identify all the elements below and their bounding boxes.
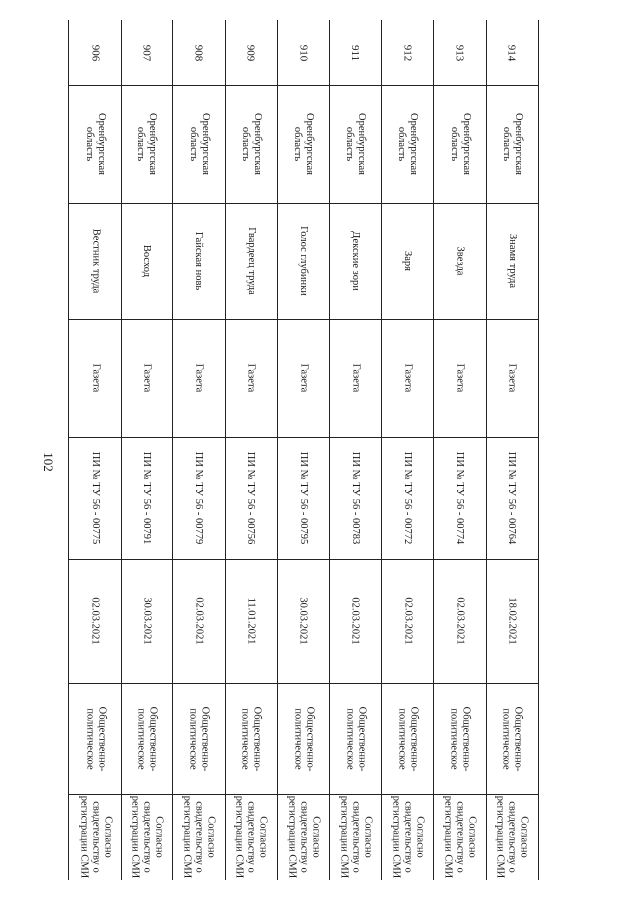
region-cell-text: Оренбургская область [396, 113, 420, 175]
topic-cell [120, 683, 172, 795]
note-cell [381, 794, 433, 880]
media-type-text: Газета [193, 363, 205, 393]
region-cell [433, 85, 485, 204]
registration-number [486, 437, 538, 560]
media-type [120, 319, 172, 438]
record-number-text: 907 [140, 44, 153, 61]
media-type-text: Газета [402, 363, 414, 393]
note-cell [172, 794, 224, 880]
note-cell-text: Согласно свидетельству о регистрации СМИ [494, 795, 530, 879]
registration-date-text: 02.03.2021 [402, 597, 414, 645]
publication-name [120, 203, 172, 320]
region-cell [381, 85, 433, 204]
publication-name [277, 203, 329, 320]
region-cell-text: Оренбургская область [344, 113, 368, 175]
topic-cell-text: Общественно- политическое [344, 706, 368, 771]
registration-number-text: ПИ № ТУ 56 - 00783 [350, 451, 362, 545]
record-number-text: 908 [192, 44, 205, 61]
record-number [381, 20, 433, 86]
registration-number [277, 437, 329, 560]
media-type-text: Газета [245, 363, 257, 393]
registration-number [120, 437, 172, 560]
media-type [69, 319, 121, 438]
note-cell [433, 794, 485, 880]
registration-date [381, 559, 433, 684]
registration-date [433, 559, 485, 684]
record-number [69, 20, 121, 86]
registration-date [120, 559, 172, 684]
note-cell [277, 794, 329, 880]
table-row [486, 20, 539, 880]
publication-name-text: Знамя труда [506, 233, 518, 289]
note-cell [329, 794, 381, 880]
topic-cell [433, 683, 485, 795]
table-row [433, 20, 486, 880]
registration-date-text: 11.01.2021 [245, 597, 257, 645]
topic-cell [329, 683, 381, 795]
note-cell-text: Согласно свидетельству о регистрации СМИ [390, 795, 426, 879]
registration-date [69, 559, 121, 684]
registration-date-text: 30.03.2021 [141, 597, 153, 645]
publication-name-text: Голос глубинки [297, 226, 309, 296]
note-cell [69, 794, 121, 880]
note-cell-text: Согласно свидетельству о регистрации СМИ [78, 795, 114, 879]
region-cell [329, 85, 381, 204]
topic-cell-text: Общественно- политическое [448, 706, 472, 771]
table-row [329, 20, 382, 880]
publication-name-text: Гвардеец труда [245, 227, 257, 295]
topic-cell [486, 683, 538, 795]
registration-number [225, 437, 277, 560]
region-cell-text: Оренбургская область [187, 113, 211, 175]
topic-cell-text: Общественно- политическое [239, 706, 263, 771]
record-number-text: 911 [349, 44, 362, 61]
media-type-text: Газета [454, 363, 466, 393]
media-type [381, 319, 433, 438]
publication-name [69, 203, 121, 320]
publication-name-text: Восход [141, 244, 153, 278]
registration-number [329, 437, 381, 560]
media-type-text: Газета [90, 363, 102, 393]
publication-name [433, 203, 485, 320]
region-cell [172, 85, 224, 204]
media-type [433, 319, 485, 438]
registration-number-text: ПИ № ТУ 56 - 00764 [506, 451, 518, 545]
publication-name-text: Заря [402, 250, 414, 272]
publication-name-text: Декские зори [350, 231, 362, 291]
topic-cell-text: Общественно- политическое [500, 706, 524, 771]
publication-name [172, 203, 224, 320]
region-cell-text: Оренбургская область [239, 113, 263, 175]
note-cell [486, 794, 538, 880]
publication-name [381, 203, 433, 320]
media-type [225, 319, 277, 438]
topic-cell-text: Общественно- политическое [84, 706, 108, 771]
record-number [120, 20, 172, 86]
topic-cell [277, 683, 329, 795]
record-number [225, 20, 277, 86]
publication-name [225, 203, 277, 320]
note-cell-text: Согласно свидетельству о регистрации СМИ [442, 795, 478, 879]
registration-date-text: 18.02.2021 [506, 597, 518, 645]
page-number: 102 [41, 452, 56, 472]
registration-number [433, 437, 485, 560]
topic-cell [69, 683, 121, 795]
record-number-text: 913 [453, 44, 466, 61]
note-cell [120, 794, 172, 880]
publication-name [329, 203, 381, 320]
region-cell-text: Оренбургская область [500, 113, 524, 175]
registration-number-text: ПИ № ТУ 56 - 00756 [245, 451, 257, 545]
topic-cell [172, 683, 224, 795]
record-number [329, 20, 381, 86]
registration-date [277, 559, 329, 684]
table-row [381, 20, 434, 880]
registration-date [329, 559, 381, 684]
media-type-text: Газета [297, 363, 309, 393]
record-number [277, 20, 329, 86]
registration-date-text: 02.03.2021 [454, 597, 466, 645]
table-row [120, 20, 173, 880]
registration-date [172, 559, 224, 684]
registration-date-text: 30.03.2021 [297, 597, 309, 645]
note-cell-text: Согласно свидетельству о регистрации СМИ [338, 795, 374, 879]
registration-number-text: ПИ № ТУ 56 - 00779 [193, 451, 205, 545]
registration-number [381, 437, 433, 560]
record-number-text: 914 [505, 44, 518, 61]
publication-name-text: Вестник труда [90, 228, 102, 294]
publication-name [486, 203, 538, 320]
table-row [172, 20, 225, 880]
table-row [277, 20, 330, 880]
publication-name-text: Звезда [454, 246, 466, 276]
record-number [433, 20, 485, 86]
record-number-text: 906 [89, 44, 102, 61]
media-type-text: Газета [506, 363, 518, 393]
topic-cell-text: Общественно- политическое [291, 706, 315, 771]
topic-cell-text: Общественно- политическое [135, 706, 159, 771]
record-number [172, 20, 224, 86]
region-cell-text: Оренбургская область [135, 113, 159, 175]
registration-number-text: ПИ № ТУ 56 - 00795 [297, 451, 309, 545]
registration-number-text: ПИ № ТУ 56 - 00775 [90, 451, 102, 545]
table-row [68, 20, 122, 880]
topic-cell-text: Общественно- политическое [396, 706, 420, 771]
note-cell [225, 794, 277, 880]
registration-date-text: 02.03.2021 [90, 597, 102, 645]
media-type [172, 319, 224, 438]
note-cell-text: Согласно свидетельству о регистрации СМИ [129, 795, 165, 879]
region-cell [277, 85, 329, 204]
record-number-text: 909 [244, 44, 257, 61]
registration-date [225, 559, 277, 684]
registration-number-text: ПИ № ТУ 56 - 00774 [454, 451, 466, 545]
registration-date-text: 02.03.2021 [350, 597, 362, 645]
media-type [277, 319, 329, 438]
media-registry-table [68, 20, 538, 880]
region-cell-text: Оренбургская область [448, 113, 472, 175]
registration-date-text: 02.03.2021 [193, 597, 205, 645]
topic-cell [225, 683, 277, 795]
registration-number [69, 437, 121, 560]
record-number-text: 910 [296, 44, 309, 61]
media-type [486, 319, 538, 438]
publication-name-text: Гайская новь [193, 231, 205, 291]
registration-number [172, 437, 224, 560]
region-cell [225, 85, 277, 204]
note-cell-text: Согласно свидетельству о регистрации СМИ [181, 795, 217, 879]
record-number [486, 20, 538, 86]
region-cell-text: Оренбургская область [84, 113, 108, 175]
region-cell-text: Оренбургская область [291, 113, 315, 175]
media-type [329, 319, 381, 438]
note-cell-text: Согласно свидетельству о регистрации СМИ [285, 795, 321, 879]
note-cell-text: Согласно свидетельству о регистрации СМИ [233, 795, 269, 879]
region-cell [120, 85, 172, 204]
registration-date [486, 559, 538, 684]
region-cell [486, 85, 538, 204]
table-row [225, 20, 278, 880]
region-cell [69, 85, 121, 204]
registration-number-text: ПИ № ТУ 56 - 00772 [402, 451, 414, 545]
record-number-text: 912 [401, 44, 414, 61]
media-type-text: Газета [141, 363, 153, 393]
topic-cell [381, 683, 433, 795]
registration-number-text: ПИ № ТУ 56 - 00791 [141, 451, 153, 545]
media-type-text: Газета [350, 363, 362, 393]
topic-cell-text: Общественно- политическое [187, 706, 211, 771]
